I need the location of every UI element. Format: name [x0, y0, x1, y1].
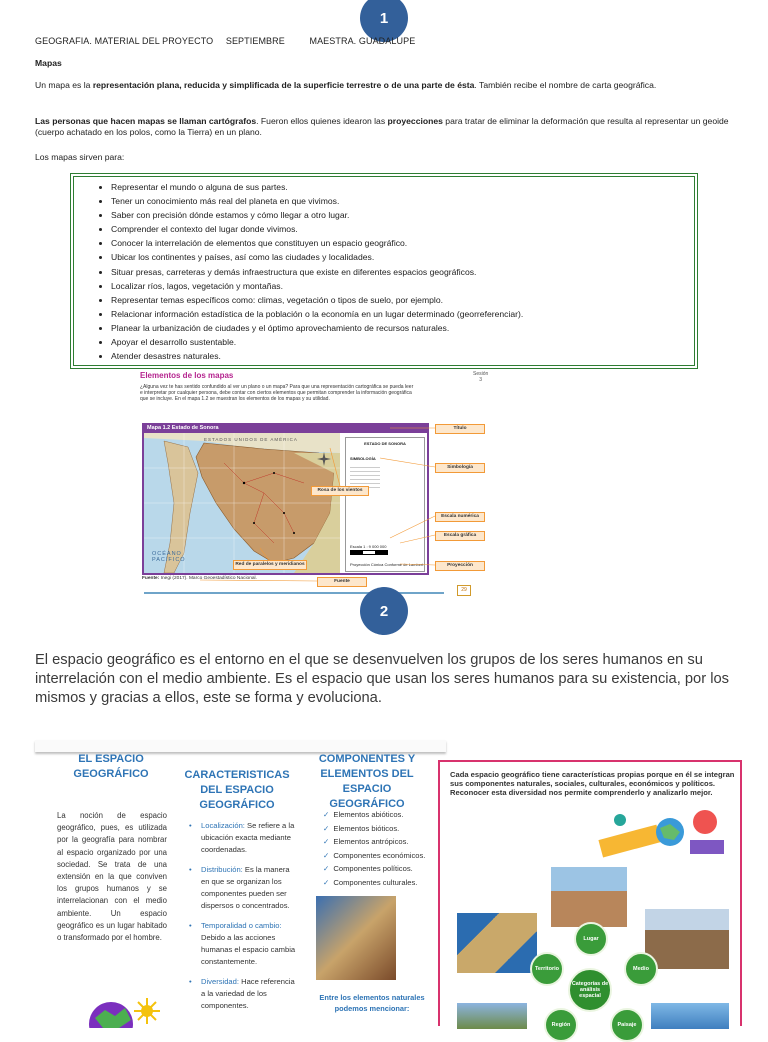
map-definition	[35, 80, 735, 91]
col1-title: EL ESPACIO GEOGRÁFICO	[73, 753, 149, 780]
photo-city	[550, 866, 628, 928]
map-sea	[144, 433, 340, 573]
document-header	[35, 36, 425, 46]
globe-icon	[75, 988, 165, 1028]
uses-list-item: • Localizar ríos, lagos, vegetación y montañas.	[111, 279, 697, 293]
uses-list-item: • Planear la urbanización de ciudades y el óptimo aprovechamiento de recursos naturales.	[111, 321, 697, 335]
figure-source	[142, 576, 257, 581]
check-icon: ✓	[323, 864, 330, 873]
component-text: Componentes culturales.	[333, 877, 418, 887]
col3-footer: Entre los elementos naturales podemos mencionar:	[319, 993, 425, 1013]
node-lugar: Lugar	[574, 922, 608, 956]
component-item	[323, 835, 425, 849]
uses-list-item: • Tener un conocimiento más real del planeta en que vivimos.	[111, 194, 697, 208]
photo-landscape-right	[650, 1002, 730, 1030]
component-item	[323, 822, 425, 836]
text-bold: proyecciones	[387, 116, 443, 126]
map-legend	[345, 437, 425, 572]
uses-intro: Los mapas sirven para:	[35, 152, 125, 162]
session-label	[473, 371, 488, 383]
node-categorias: Categorías de análisis espacial	[568, 968, 612, 1012]
uses-list-item: • Representar el mundo o alguna de sus partes.	[111, 180, 697, 194]
legend-subtitle: SIMBOLOGÍA	[350, 456, 376, 461]
session-number: 3	[479, 377, 483, 383]
check-icon: ✓	[323, 810, 330, 819]
callout-grid: Red de paralelos y meridianos	[233, 560, 307, 570]
characteristic-key: Diversidad:	[201, 977, 239, 986]
uses-list-item: • Comprender el contexto del lugar donde vivimos.	[111, 222, 697, 236]
component-item	[323, 876, 425, 890]
characteristic-text: Debido a las acciones humanas el espacio cambia constantemente.	[201, 933, 296, 966]
country-label: ESTADOS UNIDOS DE AMÉRICA	[204, 437, 298, 442]
text-bold: Las personas que hacen mapas se llaman cartógrafos	[35, 116, 257, 126]
figure-page-number: 29	[457, 585, 471, 596]
uses-list	[71, 180, 697, 363]
callout-graphic-scale: Escala gráfica	[435, 531, 485, 541]
geographic-space-collage	[35, 740, 446, 1024]
characteristic-item	[185, 920, 297, 968]
header-subject: GEOGRAFIA. MATERIAL DEL PROYECTO	[35, 36, 214, 46]
col3-title: COMPONENTES Y ELEMENTOS DEL ESPACIO GEOGRÁFICO	[318, 753, 416, 810]
uses-list-item: • Conocer la interrelación de elementos que constituyen un espacio geográfico.	[111, 236, 697, 250]
map-figure	[140, 368, 489, 596]
node-territorio: Territorio	[530, 952, 564, 986]
map-header: Mapa 1.2 Estado de Sonora	[144, 425, 427, 433]
uses-list-item: • Atender desastres naturales.	[111, 349, 697, 363]
uses-box	[70, 173, 698, 369]
header-month: SEPTIEMBRE	[225, 36, 285, 46]
check-icon: ✓	[323, 850, 330, 860]
callout-source: Fuente	[317, 577, 367, 587]
bullet-icon: •	[189, 865, 192, 874]
node-paisaje: Paisaje	[610, 1008, 644, 1042]
text: . Fueron ellos quienes idearon las	[256, 116, 388, 126]
col2-title: CARACTERISTICAS DEL ESPACIO GEOGRÁFICO	[184, 769, 290, 811]
photo-landscape-left	[456, 1002, 528, 1030]
cartographers-paragraph	[35, 116, 735, 138]
header-teacher: MAESTRA. GUADALUPE	[309, 36, 416, 46]
geographic-space-paragraph: El espacio geográfico es el entorno en el que se desenvuelven los grupos de los seres humanos en su interrelación con el medio ambiente. Es el espacio que usan los seres humanos para su existencia, por los mismos y gracias a ellos, este se forma y evoluciona.	[35, 652, 729, 706]
characteristic-text: Se refiere a la ubicación exacta mediante coordenadas.	[201, 821, 295, 854]
figure-title: Elementos de los mapas	[140, 371, 234, 380]
uses-list-item: • Ubicar los continentes y países, así como las ciudades y localidades.	[111, 250, 697, 264]
source-label: Fuente:	[142, 576, 160, 581]
characteristic-key: Distribución:	[201, 865, 243, 874]
legend-title: ESTADO DE SONORA	[364, 441, 406, 446]
collage-top-strip	[35, 740, 446, 752]
component-text: Componentes políticos.	[333, 864, 413, 873]
component-item	[323, 808, 425, 822]
section-title: Mapas	[35, 58, 62, 68]
categories-text: Cada espacio geográfico tiene características propias porque en él se integran sus componentes naturales, sociales, culturales, económicos y políticos. Reconocer esta diversidad nos permite comprenderlo y analizarlo mejor.	[450, 770, 735, 797]
callout-title: Título	[435, 424, 485, 434]
photo-mexico-map	[456, 912, 538, 974]
callout-legend: Simbología	[435, 463, 485, 473]
globe-illustration	[75, 988, 165, 1028]
uses-list-item: • Relacionar información estadística de la población o la economía en un lugar determinado (georreferenciar).	[111, 307, 697, 321]
bullet-icon: •	[189, 921, 192, 930]
component-text: Elementos antrópicos.	[333, 837, 409, 846]
col3-list	[323, 808, 425, 889]
text: para tratar de eliminar la deformación que resulta al representar un geoide (cuerpo achatado en los polos, como la Tierra) en un plano.	[35, 116, 729, 137]
map-frame	[142, 423, 429, 575]
photo-town	[644, 908, 730, 970]
characteristic-key: Temporalidad o cambio:	[201, 921, 282, 930]
text: Un mapa es la	[35, 80, 93, 90]
component-text: Elementos bióticos.	[333, 823, 400, 833]
component-text: Componentes económicos.	[333, 850, 426, 860]
ocean-label: OCÉANO PACÍFICO	[152, 551, 186, 563]
component-text: Elementos abióticos.	[333, 810, 404, 819]
figure-intro: ¿Alguna vez te has sentido confundido al ver un plano o un mapa? Para que una representación cartográfica se pueda leer e interpretar por cualquier persona, debe contar con ciertos elementos que permitan comprender la información geográfica que se incluye. En el mapa 1.2 se muestran los elementos de los mapas y su utilidad.	[140, 384, 414, 402]
characteristic-item	[185, 820, 297, 856]
source-text: Inegi (2017). Marco Geoestadístico Nacional.	[160, 576, 257, 581]
map-icon-cluster	[590, 802, 730, 862]
callout-numeric-scale: Escala numérica	[435, 512, 485, 522]
uses-list-item: • Apoyar el desarrollo sustentable.	[111, 335, 697, 349]
page-badge-1: 1	[360, 0, 408, 42]
characteristic-text: Es la manera en que se organizan los componentes pueden ser dispersos o concentrados.	[201, 865, 290, 910]
check-icon: ✓	[323, 823, 330, 833]
session-word: Sesión	[473, 371, 489, 377]
check-icon: ✓	[323, 837, 330, 846]
projection-text: Proyección Cónica Conforme de Lambert	[350, 562, 424, 567]
characteristic-item	[185, 864, 297, 912]
scale-text: Escala 1 : 9 000 000	[350, 544, 387, 549]
characteristic-key: Localización:	[201, 821, 245, 830]
categories-panel	[438, 760, 742, 1026]
page-badge-2: 2	[360, 587, 408, 635]
component-item	[323, 862, 425, 876]
text: . También recibe el nombre de carta geográfica.	[474, 80, 657, 90]
node-medio: Medio	[624, 952, 658, 986]
characteristic-text: Hace referencia a la variedad de los componentes.	[201, 977, 295, 1010]
col1-text: La noción de espacio geográfico, pues, es utilizada por la geografía para nombrar al espacio organizado por una sociedad. Se trata de una extensión en la que conviven los grupos humanos y se interrelacionan con el medio ambiente. Un espacio geográfico es un lugar habitado o transformado por el hombre.	[57, 811, 167, 943]
callout-compass: Rosa de los vientos	[311, 486, 369, 496]
bullet-icon: •	[189, 821, 192, 830]
map-objects-icon	[590, 802, 730, 862]
uses-list-item: • Situar presas, carreteras y demás infraestructura que existe en diferentes espacios geográficos.	[111, 265, 697, 279]
node-region: Región	[544, 1008, 578, 1042]
uses-list-item: • Representar temas específicos como: climas, vegetación o tipos de suelo, por ejemplo.	[111, 293, 697, 307]
uses-list-item: • Saber con precisión dónde estamos y cómo llegar a otro lugar.	[111, 208, 697, 222]
scale-bar	[350, 550, 388, 555]
col2-list	[185, 820, 297, 1020]
check-icon: ✓	[323, 877, 330, 887]
bullet-icon: •	[189, 977, 192, 986]
text-bold: representación plana, reducida y simplificada de la superficie terrestre o de una parte de ésta	[92, 80, 475, 90]
collage-photo	[316, 896, 396, 980]
component-item	[323, 849, 425, 863]
callout-projection: Proyección	[435, 561, 485, 571]
characteristic-item	[185, 976, 297, 1012]
